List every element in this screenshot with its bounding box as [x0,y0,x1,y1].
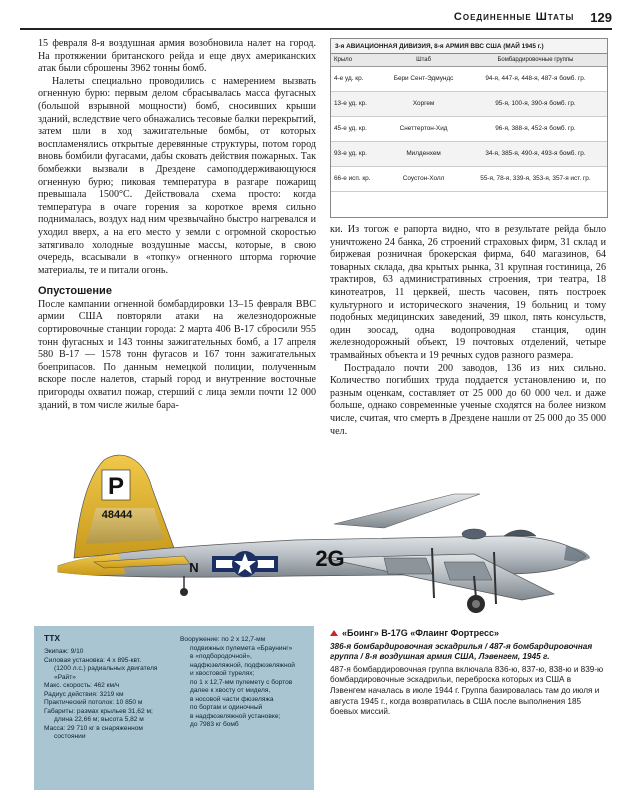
tail-serial: 48444 [101,509,133,521]
section-subheading: Опустошение [38,285,112,298]
table-row [331,167,607,192]
table-cell: 96-я, 388-я, 452-я бомб. гр. [464,117,607,142]
table-cell: 55-я, 78-я, 339-я, 353-я, 357-я ист. гр. [464,167,607,192]
spec-line: Радиус действия: 3219 км [44,690,124,698]
table-cell: Милденхем [383,142,464,167]
spec-line: по бортам и одиночный [190,704,263,711]
fuselage-letter: N [189,560,199,575]
table-row [331,67,607,92]
spec-line: Вооружение: по 2 x 12,7-мм [180,636,266,643]
spec-line: подвижных пулемета «Браунинг» [190,644,293,652]
spec-line: в надфюзеляжной установке; [190,712,281,720]
paragraph: После кампании огненной бомбардировки 13–15 февраля ВВС армии США повторяли атаки на железнодорожные сортировочные станции города: 2 марта 406 B-17 сбросили 955 тонн фугасных и 143 тонны зажигательных бомб, а 17 апреля 580 B-17 — 1578 тонн фугасов и 167 тонн зажигательных боеприпасов. По данным немецкой полиции, полученным вскоре после налетов, старый город и внутренние восточные пригороды охватил пожар, стерший с лица земли почти 12 000 зданий, в том числе жилые бара- [38,298,316,411]
spec-line: (1200 л.с.) радиальных двигателя [54,665,158,672]
paragraph: ки. Из тогож е рапорта видно, что в результате рейда было уничтожено 24 банка, 26 строений страховых фирм, 31 склад и биржевая розничная брокерская фирма, 640 магазинов, 64 товарных склада, два крытых рынка, 31 крупная гостиница, 26 трактиров, 63 административных строения, три театра, 18 кинотеатров, 11 церквей, шесть часовен, пять построек культурного и исторического значения, 19 больниц и тому подобных медицинских заведений, 39 школ, пять консульств, один зоосад, одна водопроводная станция, один железнодорожный объект, 19 почтовых отделений, четыре трамвайных объекта и 19 речных судов разного размера. [330,224,606,361]
nose-glazing [564,546,590,561]
table-cell: Бери Сент-Эдмундс [383,67,464,92]
table-row [331,117,607,142]
left-column [38,38,316,412]
spec-line: Габариты: размах крыльев 31,62 м; [44,707,153,715]
table-cell: Соустон-Холл [383,167,464,192]
column-header: Крыло [331,54,383,67]
organization-table [330,38,608,218]
paragraph: Налеты специально проводились с намерением вызвать огненную бурю: первым делом сбрасывалась масса фугасных (большой взрывной мощности) бомб, сносивших крыши зданий, вследствие чего обнажались тесовые балки перекрытий, затем шли в ход зажигательные бомбы, от которых воспламенялись открытые деревянные структуры, потом город вновь бомбили фугасами, дабы сковать действия пожарных. Так бомбежки вызвали в Дрездене самоподдерживающуюся огненную бурю; пиковая температура в разгаре пожарищ превышала 1500°С. Действовала схема просто: когда температура в очаге горения за короткое время сильно поднималась, воздух над ним чрезвычайно быстро нагревался и уходил вверх, а на его место у земли с огромной скоростью затягивало холодные воздушные массы, которые, в свою очередь, всасывали в «топку» огненного шторма горючие материалы, те и питали огонь. [38,75,316,276]
table-cell: 66-е исп. кр. [331,167,383,192]
table-cell: Снеттертон-Хид [383,117,464,142]
paragraph: Пострадало почти 200 заводов, 136 из них сильно. Количество погибших труда поддается установлению и, по разным оценкам, составляет от 25 000 до 60 000 чел. и даже больше, однако современные ученые сходятся на более низком числе, считая, что смерть в Дрездене нашли от 25 000 до 35 000 чел. [330,362,606,437]
spec-line: и хвостовой турелях; [190,670,255,677]
table-row [331,142,607,167]
spec-line: Масса: 29 710 кг в снаряженном [44,724,143,732]
spec-line: состоянии [54,733,86,740]
caption-title: «Боинг» B-17G «Флаинг Фортресс» [342,628,499,638]
spec-line: Макс. скорость: 462 км/ч [44,682,120,689]
page-header [20,6,612,30]
spec-line: Практический потолок: 10 850 м [44,699,143,706]
table [331,54,607,192]
section-title: Соединенные Штаты [453,11,575,23]
table-cell: 94-я, 447-я, 448-я, 487-я бомб. гр. [464,67,607,92]
caption-unit: 386-я бомбардировочная эскадрилья / 487-я бомбардировочная группа / 8-я воздушная армия США, Лэвенгем, 1945 г. [330,641,593,662]
column-header: Бомбардировочные группы [464,54,607,67]
table-cell: Хоргем [383,92,464,117]
spec-line: Силовая установка: 4 x 895-квт. [44,656,142,664]
spec-line: по 1 x 12,7-мм пулемету с бортов [190,678,293,686]
table-row [331,92,607,117]
triangle-icon [330,630,338,636]
caption-description: 487-я бомбардировочная группа включала 836-ю, 837-ю, 838-ю и 839-ю бомбардировочные эскадрильи, переброска которых из США в Лэвенгем началась в июле 1944 г. Группа базировалась там до июля и августа 1945 г., когда возвратилась в США после выполнения 185 боевых миссий. [330,664,604,717]
spec-line: надфюзеляжной, подфюзеляжной [190,661,295,669]
specs-column-1 [44,648,176,742]
table-caption: 3-я АВИАЦИОННАЯ ДИВИЗИЯ, 8-я АРМИЯ ВВС США (МАЙ 1945 г.) [331,39,607,54]
table-cell: 45-е уд. кр. [331,117,383,142]
paragraph: 15 февраля 8-я воздушная армия возобновила налет на город. На протяжении британского рейда и еще двух американских атак были сброшены 3962 тонны бомб. [38,38,316,75]
specs-box [34,626,314,790]
spec-line: «Райт» [54,673,76,681]
fuselage-code: 2G [315,546,345,571]
table-header-row [331,54,607,67]
column-header: Штаб [383,54,464,67]
spec-line: в носовой части фюзеляжа [190,695,274,703]
table-cell: 93-е уд. кр. [331,142,383,167]
right-column [330,224,606,438]
illustration-caption [330,628,606,718]
spec-line: Экипаж: 9/10 [44,648,84,655]
b17-illustration [34,448,606,618]
spec-line: до 7983 кг бомб [190,721,239,728]
far-wing [334,494,480,528]
table-cell: 95-я, 100-я, 390-я бомб. гр. [464,92,607,117]
page-number: 129 [590,9,612,25]
caption-title-row [330,628,606,639]
specs-column-2 [180,636,310,730]
specs-title: ТТХ [44,633,61,643]
spec-line: в «подбородочной», [190,653,252,660]
table-cell: 13-е уд. кр. [331,92,383,117]
spec-line: далее к хвосту от миделя, [190,687,271,694]
table-cell: 34-я, 385-я, 490-я, 493-я бомб. гр. [464,142,607,167]
cockpit [504,530,536,536]
tail-letter: P [107,473,125,500]
spec-line: длина 22,66 м; высота 5,82 м [54,716,144,723]
table-cell: 4-е уд. кр. [331,67,383,92]
